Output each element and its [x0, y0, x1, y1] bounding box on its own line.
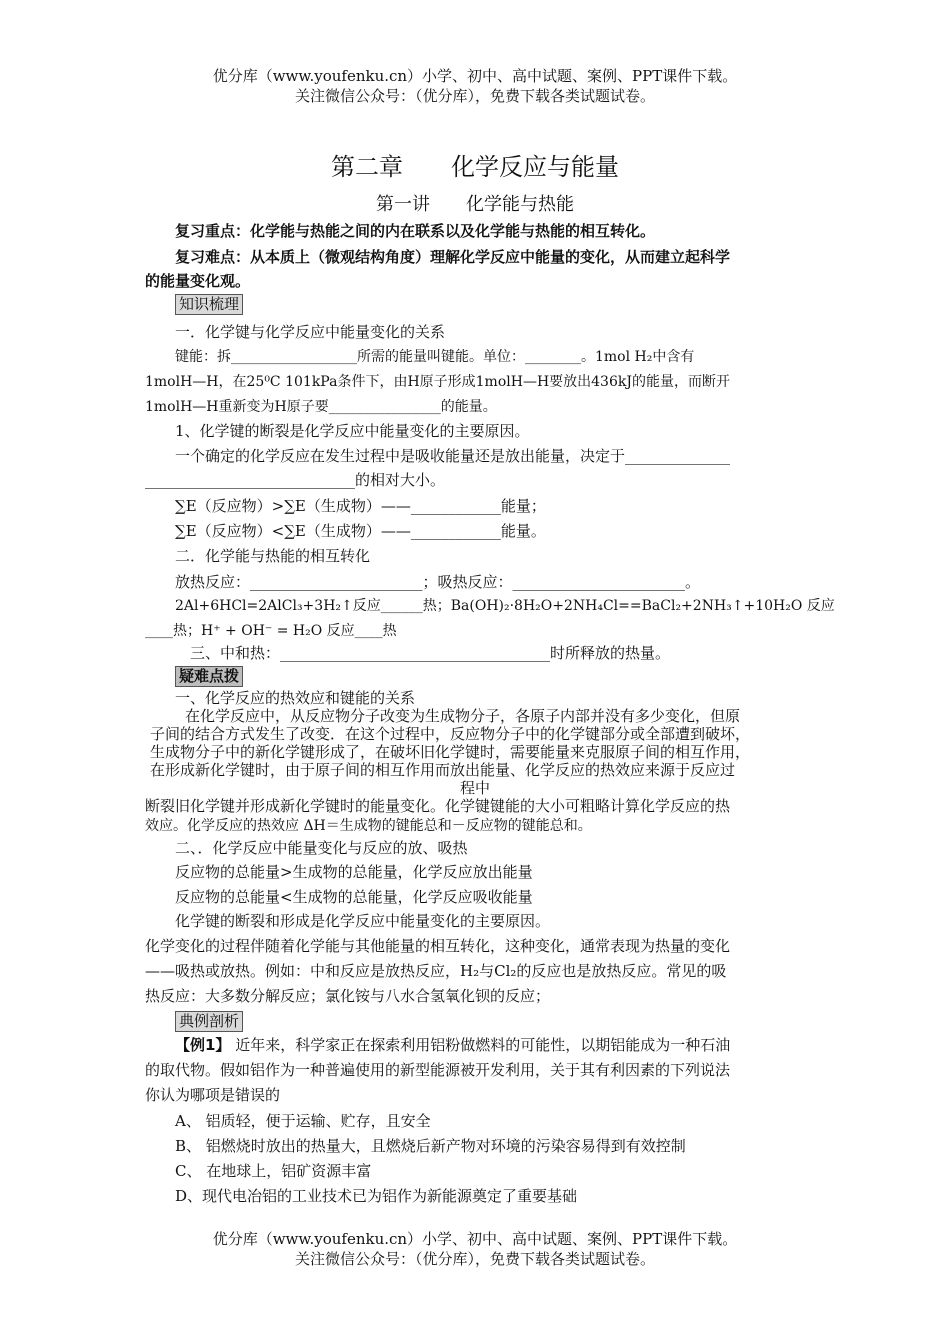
review-difficulties [175, 247, 730, 267]
example-1-line-2: 的取代物。假如铝作为一种普遍使用的新型能源被开发利用，关于其有利因素的下列说法 [145, 1061, 731, 1079]
reaction-line-1: 2Al+6HCl=2AlCl₃+3H₂↑反应______热；Ba(OH)₂·8H₂O+2NH₄Cl==BaCl₂+2NH₃↑+10H₂O 反应 [175, 598, 835, 614]
option-a: A、 铝质轻，便于运输、贮存，且安全 [175, 1112, 431, 1130]
knowledge-section-1-title: 一．化学键与化学反应中能量变化的关系 [175, 323, 446, 341]
example-1-label: 【例1】 [175, 1036, 231, 1054]
review-key-points [175, 221, 655, 241]
difficult-p1-line-7: 效应。化学反应的热效应 ΔH＝生成物的键能总和－反应物的键能总和。 [145, 818, 592, 834]
difficult-p3: 反应物的总能量<生成物的总能量，化学反应吸收能量 [175, 888, 533, 906]
difficult-tag: 疑难点拨 [175, 666, 243, 687]
review-key-text: ：化学能与热能之间的内在联系以及化学能与热能的相互转化。 [235, 222, 656, 240]
example-1-line-3: 你认为哪项是错误的 [145, 1086, 281, 1104]
review-diff-label: 复习难点 [175, 248, 236, 266]
knowledge-point-2-line-1: 一个确定的化学反应在发生过程中是吸收能量还是放出能量，决定于______________ [175, 447, 731, 465]
review-diff-text-2: 的能量变化观。 [145, 272, 251, 290]
review-diff-text-1: ：从本质上（微观结构角度）理解化学反应中能量的变化，从而建立起科学 [235, 248, 731, 266]
difficult-p1-line-2: 子间的结合方式发生了改变．在这个过程中，反应物分子中的化学键部分或全部遭到破坏， [150, 725, 751, 743]
page-footer [0, 1229, 950, 1269]
difficult-p1-line-4: 在形成新化学键时，由于原子间的相互作用而放出能量、化学反应的热效应来源于反应过 [150, 761, 736, 779]
difficult-p1-line-6: 断裂旧化学键并形成新化学键时的能量变化。化学键键能的大小可粗略计算化学反应的热 [145, 797, 731, 815]
difficult-p5-line-2: ——吸热或放热。例如：中和反应是放热反应，H₂与Cl₂的反应也是放热反应。常见的吸 [145, 962, 727, 980]
example-1-text-1: 近年来，科学家正在探索利用铝粉做燃料的可能性，以期铝能成为一种石油 [230, 1036, 731, 1054]
energy-compare-2: ∑E（反应物）<∑E（生成物）——____________能量。 [175, 522, 546, 540]
knowledge-section-2-title: 二．化学能与热能的相互转化 [175, 547, 371, 565]
neutralization-heat: 三、中和热：____________________________________时所释放的热量。 [190, 644, 671, 662]
knowledge-point-2-line-2: ____________________________的相对大小。 [145, 471, 446, 489]
page-header [0, 66, 950, 106]
reaction-line-2: ____热；H⁺ + OH⁻ = H₂O 反应____热 [145, 623, 397, 639]
exo-endo-blanks: 放热反应：_______________________；吸热反应：_______________________。 [175, 573, 701, 591]
footer-line-1: 优分库（www.youfenku.cn）小学、初中、高中试题、案例、PPT课件下载。 [212, 1230, 738, 1248]
difficult-p2: 反应物的总能量>生成物的总能量，化学反应放出能量 [175, 863, 533, 881]
difficult-p1-line-5: 程中 [460, 779, 491, 797]
footer-line-2: 关注微信公众号：（优分库），免费下载各类试题试卷。 [294, 1250, 655, 1268]
review-key-label: 复习重点 [175, 222, 236, 240]
energy-compare-1: ∑E（反应物）>∑E（生成物）——____________能量； [175, 497, 546, 515]
option-b: B、 铝燃烧时放出的热量大，且燃烧后新产物对环境的污染容易得到有效控制 [175, 1137, 686, 1155]
difficult-p1-line-1: 在化学反应中，从反应物分子改变为生成物分子，各原子内部并没有多少变化，但原 [185, 707, 741, 725]
chapter-title: 第二章 化学反应与能量 [331, 153, 619, 181]
option-d: D、现代电冶铝的工业技术已为铝作为新能源奠定了重要基础 [175, 1187, 578, 1205]
difficult-section-1-title: 一、化学反应的热效应和键能的关系 [175, 689, 416, 707]
difficult-p5-line-3: 热反应：大多数分解反应；氯化铵与八水合氢氧化钡的反应； [145, 987, 551, 1005]
bond-energy-line-2: 1molH—H，在25⁰C 101kPa条件下，由H原子形成1molH—H要放出436kJ的能量，而断开 [145, 374, 730, 390]
header-line-1: 优分库（www.youfenku.cn）小学、初中、高中试题、案例、PPT课件下载。 [212, 67, 738, 85]
examples-tag: 典例剖析 [175, 1011, 243, 1032]
lecture-title: 第一讲 化学能与热能 [376, 194, 574, 215]
knowledge-point-1: 1、化学键的断裂是化学反应中能量变化的主要原因。 [175, 422, 530, 440]
difficult-section-2-title: 二、．化学反应中能量变化与反应的放、吸热 [175, 839, 468, 857]
example-1-line-1 [175, 1035, 730, 1055]
bond-energy-line-3: 1molH—H重新变为H原子要________________的能量。 [145, 399, 497, 415]
header-line-2: 关注微信公众号：（优分库），免费下载各类试题试卷。 [294, 87, 655, 105]
difficult-p1-line-3: 生成物分子中的新化学键形成了，在破坏旧化学键时，需要能量来克服原子间的相互作用， [150, 743, 751, 761]
difficult-p5-line-1: 化学变化的过程伴随着化学能与其他能量的相互转化，这种变化，通常表现为热量的变化 [145, 937, 731, 955]
knowledge-tag: 知识梳理 [175, 294, 243, 315]
bond-energy-line-1: 键能：拆__________________所需的能量叫键能。单位：________。1mol H₂中含有 [175, 349, 695, 365]
option-c: C、 在地球上，铝矿资源丰富 [175, 1162, 372, 1180]
difficult-p4: 化学键的断裂和形成是化学反应中能量变化的主要原因。 [175, 912, 551, 930]
